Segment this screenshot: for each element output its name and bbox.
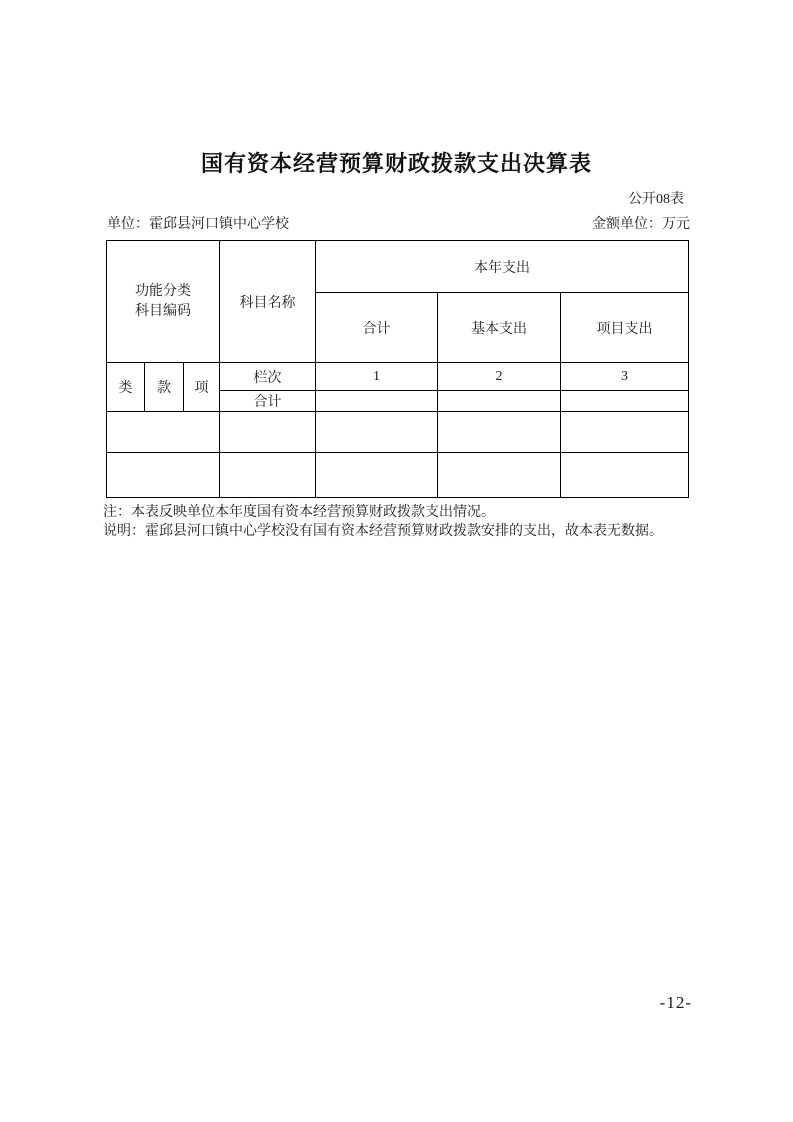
header-function-code — [107, 241, 220, 363]
column-index-label: 栏次 — [220, 363, 316, 391]
total-row-value-total — [316, 391, 438, 412]
header-row-1 — [107, 241, 689, 293]
total-row-label: 合计 — [220, 391, 316, 412]
expenditure-table — [106, 240, 689, 498]
empty-project-cell — [561, 453, 689, 498]
empty-name-cell — [220, 453, 316, 498]
header-total: 合计 — [316, 293, 438, 363]
page-number: -12- — [659, 993, 692, 1012]
header-year-expenditure: 本年支出 — [316, 241, 689, 293]
header-category: 类 — [107, 363, 145, 412]
empty-code-cell — [107, 453, 220, 498]
table-explanation: 说明：霍邱县河口镇中心学校没有国有资本经营预算财政拨款安排的支出，故本表无数据。 — [103, 524, 663, 539]
table-row — [107, 412, 689, 453]
empty-total-cell — [316, 412, 438, 453]
header-item: 项 — [184, 363, 220, 412]
header-basic-expenditure: 基本支出 — [438, 293, 561, 363]
header-project-expenditure: 项目支出 — [561, 293, 689, 363]
header-function-code-line1: 功能分类 — [135, 283, 191, 299]
amount-unit-label: 金额单位：万元 — [592, 217, 690, 232]
empty-basic-cell — [438, 453, 561, 498]
empty-total-cell — [316, 453, 438, 498]
column-index-3: 3 — [561, 363, 689, 391]
total-row-value-project — [561, 391, 689, 412]
header-clause: 款 — [145, 363, 184, 412]
table-code-label: 公开08表 — [628, 192, 684, 207]
table-notes — [103, 503, 733, 541]
empty-basic-cell — [438, 412, 561, 453]
unit-label: 单位：霍邱县河口镇中心学校 — [107, 217, 289, 232]
table-note: 注：本表反映单位本年度国有资本经营预算财政拨款支出情况。 — [103, 505, 495, 520]
meta-row — [107, 213, 690, 233]
header-function-code-line2: 科目编码 — [135, 303, 191, 319]
empty-code-cell — [107, 412, 220, 453]
empty-project-cell — [561, 412, 689, 453]
table-row — [107, 453, 689, 498]
header-subject-name: 科目名称 — [220, 241, 316, 363]
total-row-value-basic — [438, 391, 561, 412]
page-title: 国有资本经营预算财政拨款支出决算表 — [200, 151, 592, 176]
column-index-1: 1 — [316, 363, 438, 391]
empty-name-cell — [220, 412, 316, 453]
column-index-2: 2 — [438, 363, 561, 391]
column-index-row — [107, 363, 689, 391]
